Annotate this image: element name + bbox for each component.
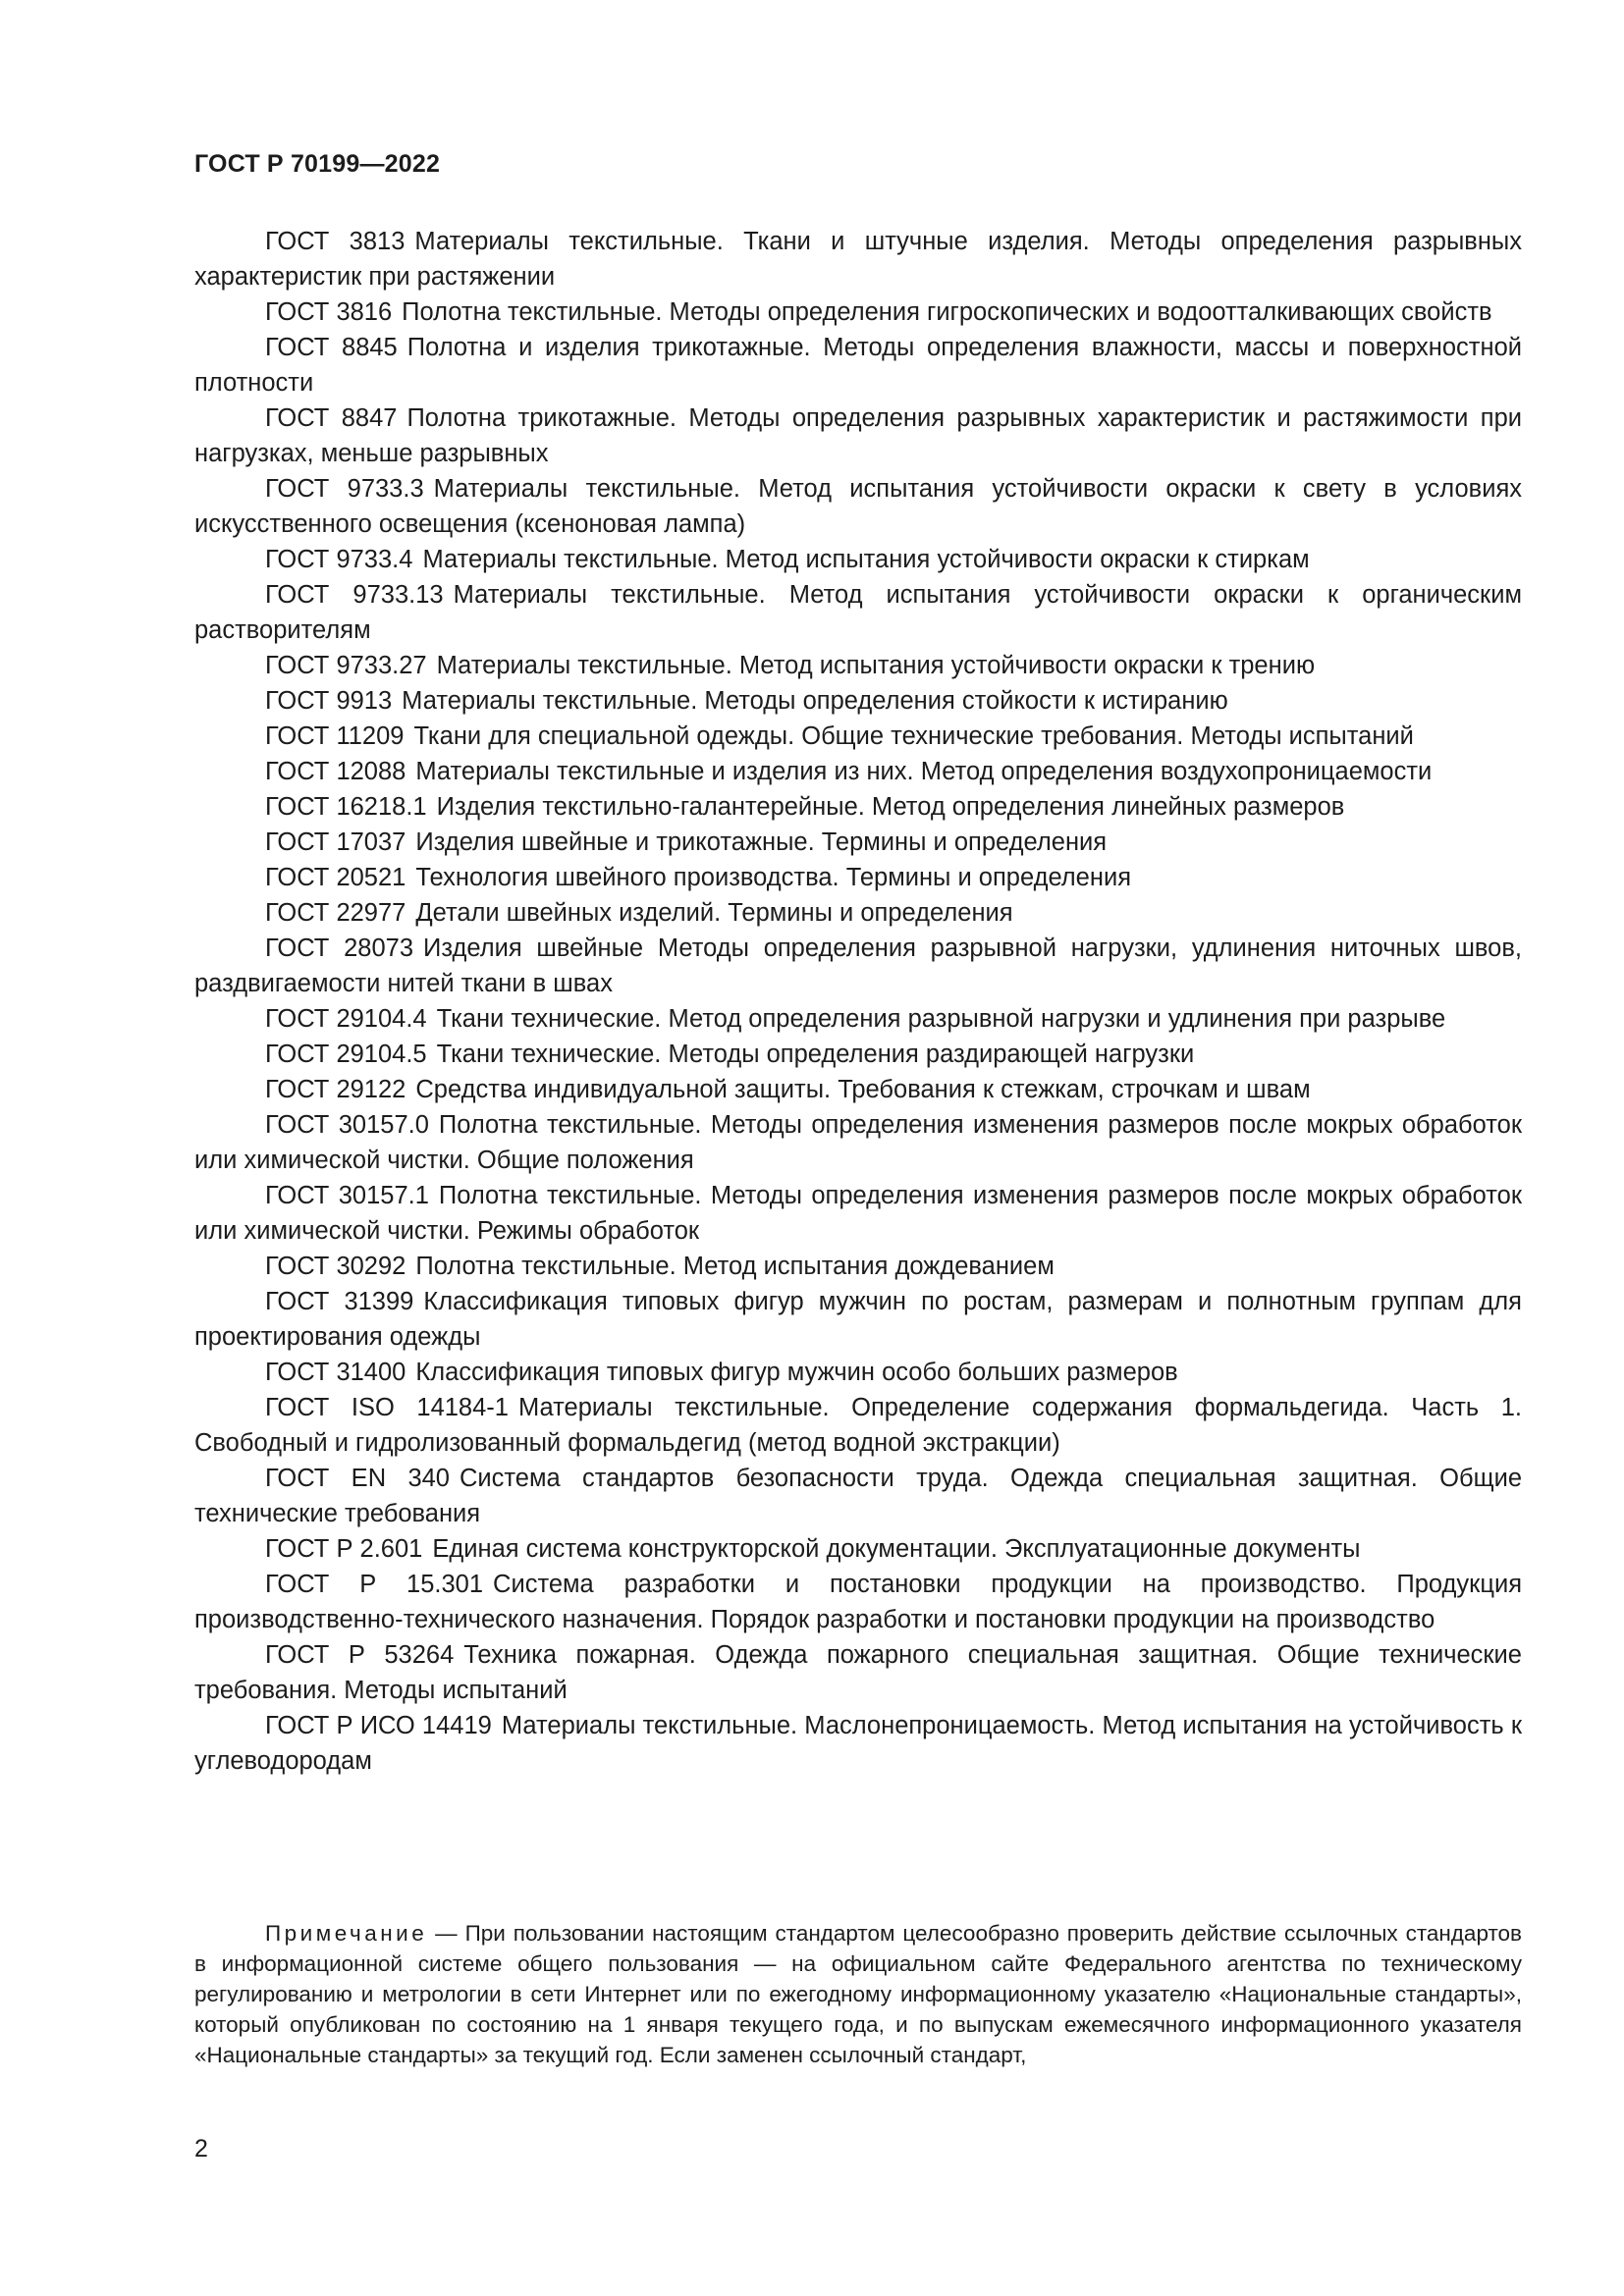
reference-item xyxy=(194,1178,1522,1249)
reference-code: ГОСТ 12088 xyxy=(265,758,406,785)
reference-code: ГОСТ 9733.27 xyxy=(265,652,427,679)
reference-title: Ткани технические. Методы определения раздирающей нагрузки xyxy=(436,1041,1195,1068)
reference-title: Материалы текстильные. Метод испытания устойчивости окраски к органическим растворителям xyxy=(194,581,1522,644)
reference-code: ГОСТ 31400 xyxy=(265,1359,406,1386)
reference-code: ГОСТ 11209 xyxy=(265,722,405,750)
document-code-header: ГОСТ Р 70199—2022 xyxy=(194,150,441,178)
reference-item xyxy=(194,895,1522,931)
reference-item xyxy=(194,1284,1522,1355)
reference-item xyxy=(194,542,1522,577)
reference-item xyxy=(194,400,1522,471)
reference-item xyxy=(194,1072,1522,1107)
reference-code: ГОСТ Р 53264 xyxy=(265,1641,455,1669)
reference-code: ГОСТ 16218.1 xyxy=(265,793,427,821)
reference-item xyxy=(194,825,1522,860)
reference-item xyxy=(194,860,1522,895)
reference-item xyxy=(194,577,1522,648)
reference-title: Материалы текстильные. Методы определения стойкости к истиранию xyxy=(402,687,1228,715)
reference-code: ГОСТ 30292 xyxy=(265,1253,406,1280)
reference-item xyxy=(194,719,1522,754)
reference-code: ГОСТ Р 15.301 xyxy=(265,1571,484,1598)
reference-title: Полотна текстильные. Методы определения изменения размеров после мокрых обработок или химической чистки. Общие положения xyxy=(194,1111,1522,1174)
reference-item xyxy=(194,1461,1522,1531)
reference-title: Материалы текстильные и изделия из них. Метод определения воздухопроницаемости xyxy=(415,758,1433,785)
reference-code: ГОСТ 30157.1 xyxy=(265,1182,429,1209)
reference-title: Технология швейного производства. Термины и определения xyxy=(415,864,1132,891)
reference-code: ГОСТ 29104.4 xyxy=(265,1005,427,1033)
reference-code: ГОСТ ISO 14184-1 xyxy=(265,1394,509,1421)
reference-code: ГОСТ 29122 xyxy=(265,1076,406,1103)
reference-title: Изделия швейные и трикотажные. Термины и определения xyxy=(415,828,1108,856)
reference-item xyxy=(194,789,1522,825)
reference-item xyxy=(194,1249,1522,1284)
reference-title: Материалы текстильные. Метод испытания устойчивости окраски к трению xyxy=(436,652,1316,679)
reference-item xyxy=(194,224,1522,294)
reference-item xyxy=(194,1390,1522,1461)
reference-title: Детали швейных изделий. Термины и определения xyxy=(415,899,1013,927)
reference-code: ГОСТ 20521 xyxy=(265,864,406,891)
normative-references-list xyxy=(194,224,1522,1779)
reference-title: Изделия швейные Методы определения разрывной нагрузки, удлинения ниточных швов, раздвигаемости нитей ткани в швах xyxy=(194,934,1522,997)
reference-item xyxy=(194,1107,1522,1178)
page-number: 2 xyxy=(194,2135,208,2163)
reference-title: Материалы текстильные. Метод испытания устойчивости окраски к стиркам xyxy=(422,546,1310,573)
reference-item xyxy=(194,1037,1522,1072)
note-label: Примечание xyxy=(265,1921,428,1946)
reference-code: ГОСТ 9733.3 xyxy=(265,475,424,503)
reference-title: Полотна текстильные. Методы определения изменения размеров после мокрых обработок или химической чистки. Режимы обработок xyxy=(194,1182,1522,1245)
reference-title: Классификация типовых фигур мужчин по ростам, размерам и полнотным группам для проектирования одежды xyxy=(194,1288,1522,1351)
reference-title: Материалы текстильные. Метод испытания устойчивости окраски к свету в условиях искусственного освещения (ксеноновая лампа) xyxy=(194,475,1523,538)
reference-title: Полотна трикотажные. Методы определения разрывных характеристик и растяжимости при нагрузках, меньше разрывных xyxy=(194,404,1522,467)
note-paragraph xyxy=(194,1918,1522,2070)
reference-code: ГОСТ 28073 xyxy=(265,934,414,962)
reference-title: Полотна текстильные. Метод испытания дождеванием xyxy=(415,1253,1055,1280)
reference-title: Материалы текстильные. Маслонепроницаемость. Метод испытания на устойчивость к углеводородам xyxy=(194,1712,1523,1775)
reference-title: Система разработки и постановки продукции на производство. Продукция производственно-технического назначения. Порядок разработки и постановки продукции на производство xyxy=(194,1571,1523,1633)
reference-code: ГОСТ 29104.5 xyxy=(265,1041,427,1068)
reference-title: Классификация типовых фигур мужчин особо больших размеров xyxy=(415,1359,1178,1386)
reference-title: Изделия текстильно-галантерейные. Метод определения линейных размеров xyxy=(436,793,1345,821)
reference-code: ГОСТ 22977 xyxy=(265,899,406,927)
reference-item xyxy=(194,683,1522,719)
reference-title: Средства индивидуальной защиты. Требования к стежкам, строчкам и швам xyxy=(415,1076,1311,1103)
reference-code: ГОСТ Р ИСО 14419 xyxy=(265,1712,492,1739)
reference-title: Система стандартов безопасности труда. Одежда специальная защитная. Общие технические требования xyxy=(194,1465,1523,1527)
reference-title: Материалы текстильные. Ткани и штучные изделия. Методы определения разрывных характеристик при растяжении xyxy=(194,228,1523,291)
reference-item xyxy=(194,1567,1522,1637)
reference-title: Полотна и изделия трикотажные. Методы определения влажности, массы и поверхностной плотности xyxy=(194,334,1522,397)
reference-item xyxy=(194,754,1522,789)
reference-title: Полотна текстильные. Методы определения гигроскопических и водоотталкивающих свойств xyxy=(402,298,1492,326)
reference-title: Материалы текстильные. Определение содержания формальдегида. Часть 1. Свободный и гидролизованный формальдегид (метод водной экстракции) xyxy=(194,1394,1523,1457)
reference-item xyxy=(194,1708,1522,1779)
reference-code: ГОСТ Р 2.601 xyxy=(265,1535,423,1563)
reference-item xyxy=(194,1637,1522,1708)
reference-code: ГОСТ 9733.13 xyxy=(265,581,444,609)
reference-item xyxy=(194,931,1522,1001)
reference-code: ГОСТ 9913 xyxy=(265,687,393,715)
reference-item xyxy=(194,1001,1522,1037)
reference-code: ГОСТ 8845 xyxy=(265,334,398,361)
reference-item xyxy=(194,648,1522,683)
reference-item xyxy=(194,294,1522,330)
reference-title: Ткани для специальной одежды. Общие технические требования. Методы испытаний xyxy=(413,722,1414,750)
reference-code: ГОСТ 31399 xyxy=(265,1288,414,1315)
reference-code: ГОСТ 3813 xyxy=(265,228,406,255)
reference-item xyxy=(194,1355,1522,1390)
reference-title: Техника пожарная. Одежда пожарного специальная защитная. Общие технические требования. Методы испытаний xyxy=(194,1641,1522,1704)
reference-title: Ткани технические. Метод определения разрывной нагрузки и удлинения при разрыве xyxy=(436,1005,1446,1033)
reference-code: ГОСТ EN 340 xyxy=(265,1465,450,1492)
reference-item xyxy=(194,1531,1522,1567)
note-text: — При пользовании настоящим стандартом целесообразно проверить действие ссылочных стандартов в информационной системе общего пользования — на официальном сайте Федерального агентства по техническому регулированию и метрологии в сети Интернет или по ежегодному информационному указателю «Национальные стандарты», который опубликован по состоянию на 1 января текущего года, и по выпускам ежемесячного информационного указателя «Национальные стандарты» за текущий год. Если заменен ссылочный стандарт, xyxy=(194,1921,1522,2067)
reference-item xyxy=(194,330,1522,400)
reference-code: ГОСТ 30157.0 xyxy=(265,1111,429,1139)
reference-code: ГОСТ 9733.4 xyxy=(265,546,413,573)
reference-code: ГОСТ 8847 xyxy=(265,404,398,432)
reference-code: ГОСТ 3816 xyxy=(265,298,393,326)
reference-item xyxy=(194,471,1522,542)
reference-title: Единая система конструкторской документации. Эксплуатационные документы xyxy=(432,1535,1361,1563)
reference-code: ГОСТ 17037 xyxy=(265,828,406,856)
